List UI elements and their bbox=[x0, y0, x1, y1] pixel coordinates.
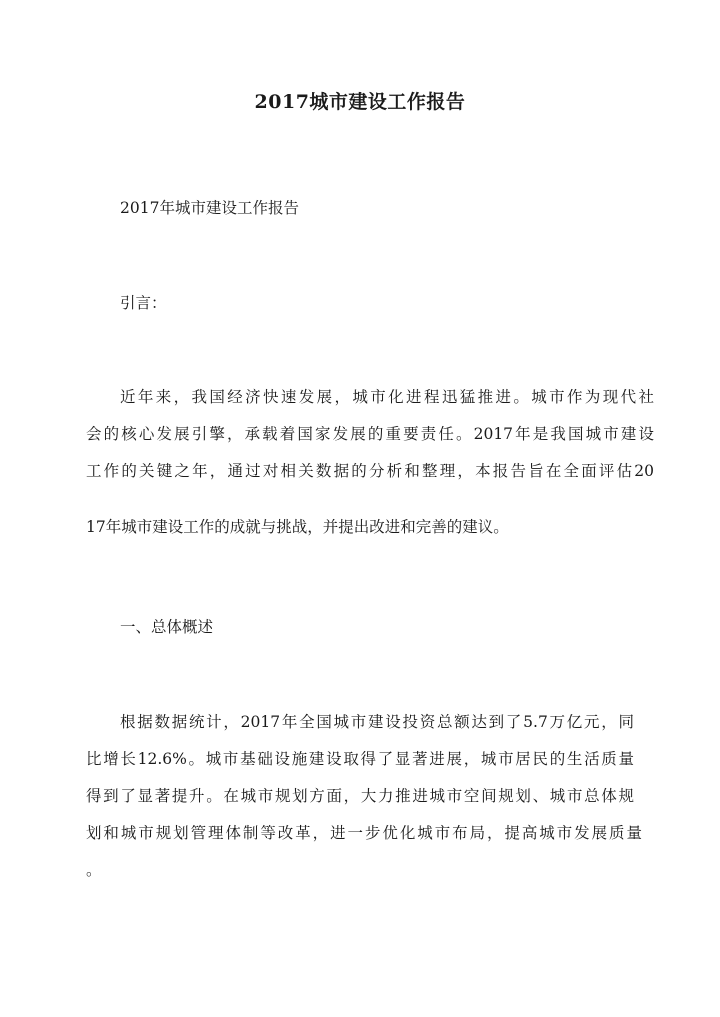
intro-line-2: 会的核心发展引擎，承载着国家发展的重要责任。2017年是我国城市建设 bbox=[86, 425, 654, 443]
section1-line-3: 得到了显著提升。在城市规划方面，大力推进城市空间规划、城市总体规 bbox=[86, 787, 634, 805]
section1-line-1: 根据数据统计，2017年全国城市建设投资总额达到了5.7万亿元，同 bbox=[120, 713, 634, 731]
intro-line-4: 17年城市建设工作的成就与挑战，并提出改进和完善的建议。 bbox=[86, 518, 509, 536]
intro-line-3: 工作的关键之年，通过对相关数据的分析和整理，本报告旨在全面评估20 bbox=[86, 462, 654, 480]
intro-heading: 引言： bbox=[120, 294, 167, 312]
document-subtitle: 2017年城市建设工作报告 bbox=[120, 199, 299, 217]
document-title: 2017城市建设工作报告 bbox=[254, 91, 466, 113]
section1-line-4: 划和城市规划管理体制等改革，进一步优化城市布局，提高城市发展质量 bbox=[86, 824, 642, 842]
intro-line-1: 近年来，我国经济快速发展，城市化进程迅猛推进。城市作为现代社 bbox=[120, 388, 654, 406]
section1-line-5: 。 bbox=[86, 861, 102, 879]
section1-line-2: 比增长12.6%。城市基础设施建设取得了显著进展，城市居民的生活质量 bbox=[86, 750, 634, 768]
section1-heading: 一、总体概述 bbox=[120, 618, 214, 636]
